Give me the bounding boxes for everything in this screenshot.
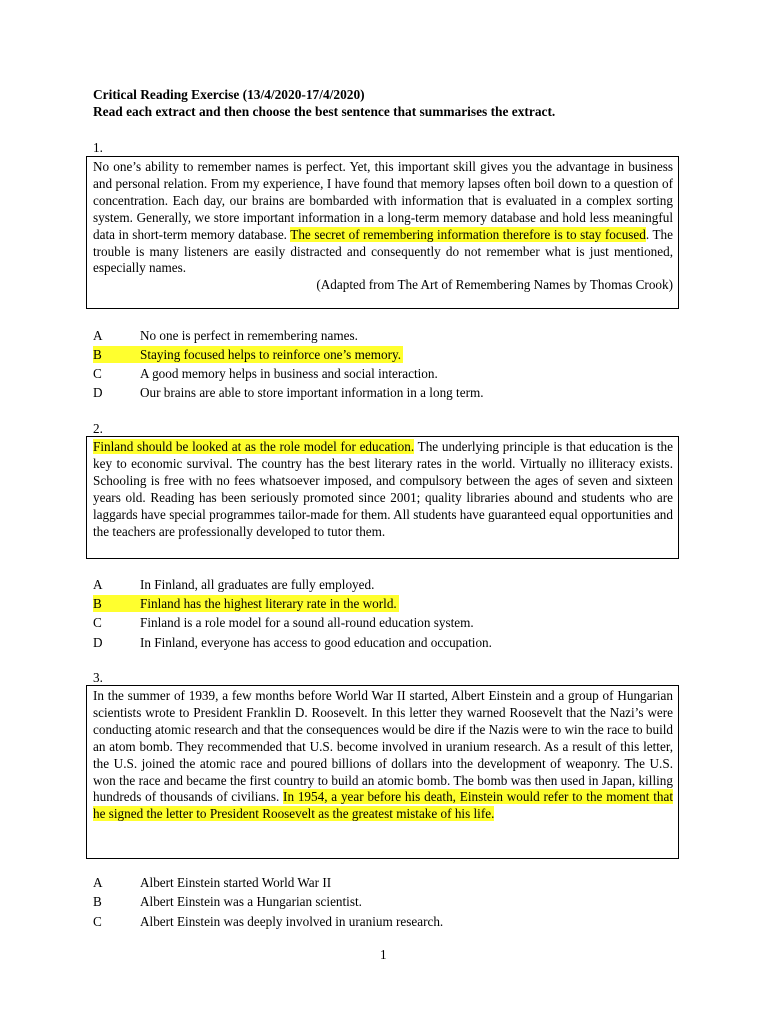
option-letter: D — [93, 385, 103, 400]
extract-source: (Adapted from The Art of Remembering Names by Thomas Crook) — [316, 277, 673, 293]
answer-option[interactable] — [93, 384, 484, 401]
extract-text-part: The underlying principle is that education is the key to economic survival. The country has the best literary rates in the world. Virtually no illiteracy exists. Schooling is free with no fees whatsoever imposed, and compulsory between the ages of seven and sixteen years old. Reading has been seriously promoted since 2001; quality libraries abound and students who are laggards have special programmes tailor-made for them. All students have guaranteed equal opportunities and the teachers are professionally developed to tutor them. — [93, 439, 673, 539]
highlighted-sentence: Finland should be looked at as the role model for education. — [93, 439, 415, 454]
answer-option[interactable] — [93, 893, 362, 910]
extract-box — [86, 436, 679, 559]
question-number: 2. — [93, 421, 103, 436]
answer-option[interactable] — [93, 634, 492, 651]
option-text: Staying focused helps to reinforce one’s memory. — [140, 347, 401, 362]
page-title: Critical Reading Exercise (13/4/2020-17/4/2020) — [93, 87, 365, 102]
option-text: In Finland, all graduates are fully employed. — [140, 577, 375, 592]
question-number: 3. — [93, 670, 103, 685]
instruction-text: Read each extract and then choose the best sentence that summarises the extract. — [93, 104, 556, 119]
extract-text — [93, 688, 673, 823]
page-number: 1 — [380, 947, 387, 962]
option-letter: C — [93, 914, 102, 929]
extract-box — [86, 156, 679, 309]
option-letter: A — [93, 875, 103, 890]
answer-option[interactable] — [93, 327, 358, 344]
option-letter: C — [93, 366, 102, 381]
extract-text-part: . The trouble is many listeners are easily distracted and consequently do not remember what is just mentioned, especially names. — [93, 226, 673, 276]
answer-option[interactable] — [93, 874, 331, 891]
option-text: Albert Einstein was deeply involved in uranium research. — [140, 914, 444, 929]
extract-text-part: In the summer of 1939, a few months before World War II started, Albert Einstein and a group of Hungarian scientists wrote to President Franklin D. Roosevelt. In this letter they warned Roosevelt that the Nazi’s were conducting atomic research and that the consequences would be dire if the Nazis were to win the race to build an atom bomb. They recommended that U.S. become involved in uranium research. As a result of this letter, the U.S. joined the atomic race and poured billions of dollars into the development of weaponry. The U.S. won the race and became the first country to build an atomic bomb. The bomb was then used in Japan, killing hundreds of thousands of civilians. — [93, 688, 673, 805]
answer-option[interactable] — [93, 365, 438, 382]
extract-text — [93, 439, 673, 540]
option-text: Finland is a role model for a sound all-round education system. — [140, 615, 474, 630]
option-letter: A — [93, 577, 103, 592]
option-text: A good memory helps in business and social interaction. — [140, 366, 438, 381]
option-letter: B — [93, 346, 140, 363]
answer-option[interactable] — [93, 614, 474, 631]
option-text: Albert Einstein started World War II — [140, 875, 332, 890]
extract-box — [86, 685, 679, 859]
option-letter: D — [93, 635, 103, 650]
option-text: Our brains are able to store important information in a long term. — [140, 385, 484, 400]
option-text: No one is perfect in remembering names. — [140, 328, 358, 343]
answer-option[interactable] — [93, 576, 374, 593]
question-number: 1. — [93, 140, 103, 155]
option-letter: A — [93, 328, 103, 343]
highlighted-sentence: In 1954, a year before his death, Einstein would refer to the moment that he signed the letter to President Roosevelt as the greatest mistake of his life. — [93, 789, 673, 822]
option-letter: B — [93, 595, 140, 612]
answer-option-highlighted[interactable] — [93, 595, 399, 612]
option-text: Finland has the highest literary rate in the world. — [140, 596, 397, 611]
option-letter: B — [93, 894, 102, 909]
option-letter: C — [93, 615, 102, 630]
option-text: Albert Einstein was a Hungarian scientist. — [140, 894, 362, 909]
answer-option[interactable] — [93, 913, 443, 930]
extract-text — [93, 159, 673, 277]
answer-option-highlighted[interactable] — [93, 346, 403, 363]
option-text: In Finland, everyone has access to good education and occupation. — [140, 635, 492, 650]
highlighted-sentence: The secret of remembering information therefore is to stay focused — [290, 226, 646, 242]
extract-text-part: No one’s ability to remember names is perfect. Yet, this important skill gives you the advantage in business and personal relation. From my experience, I have found that memory lapses often boil down to a question of concentration. Each day, our brains are bombarded with information that is evaluated in a complex sorting system. Generally, we store important information in a long-term memory database and hold less meaningful data in short-term memory database. — [93, 159, 673, 242]
